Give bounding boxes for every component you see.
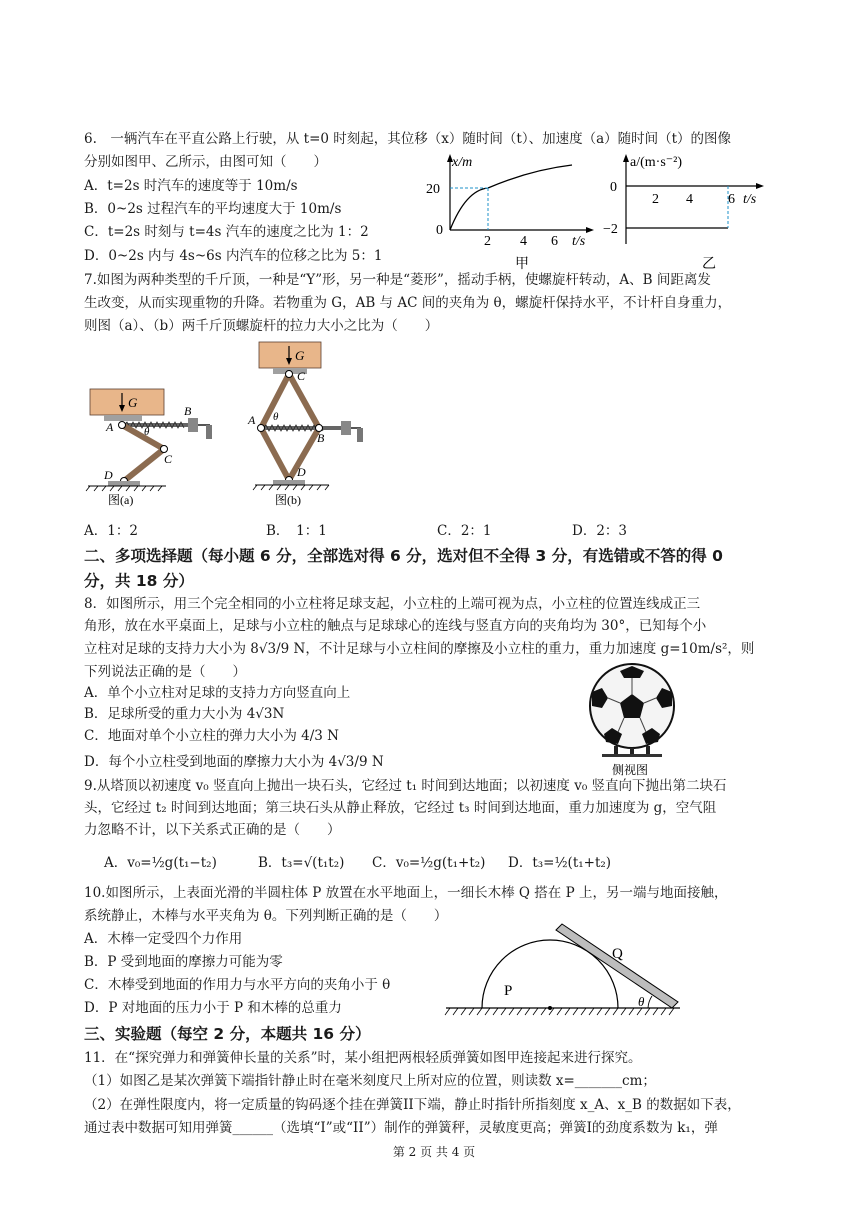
q7-stem-line1: 7.如图为两种类型的千斤顶，一种是“Y”形，另一种是“菱形”，摇动手柄，使螺旋杆转动，A、B 间距离发 xyxy=(84,272,711,288)
svg-text:θ: θ xyxy=(638,994,645,1009)
q8-option-c: C．地面对单个小立柱的弹力大小为 4/3 N xyxy=(84,728,339,744)
svg-text:侧视图: 侧视图 xyxy=(612,763,649,777)
q10-stem-line2: 系统静止，木棒与水平夹角为 θ。下列判断正确的是（ ） xyxy=(84,908,448,924)
y-tick-20: 20 xyxy=(426,182,440,197)
svg-text:图(b): 图(b) xyxy=(275,493,301,507)
x-tick: 4 xyxy=(520,234,527,249)
q6-option-c: C．t=2s 时刻与 t=4s 汽车的速度之比为 1：2 xyxy=(84,224,369,240)
q8-option-b: B．足球所受的重力大小为 4√3N xyxy=(84,706,285,722)
svg-text:图(a): 图(a) xyxy=(108,493,134,507)
q10-option-d: D．P 对地面的压力小于 P 和木棒的总重力 xyxy=(84,1000,342,1016)
graph-caption: 甲 xyxy=(515,257,529,272)
q10-option-b: B．P 受到地面的摩擦力可能为零 xyxy=(84,954,283,970)
q10-stem-line1: 10.如图所示，上表面光滑的半圆柱体 P 放置在水平地面上，一细长木棒 Q 搭在 P 上，另一端与地面接触， xyxy=(84,885,728,901)
q9-stem-line3: 力忽略不计，以下关系式正确的是（ ） xyxy=(84,822,341,838)
q11-sub2-line2: 通过表中数据可知用弹簧______（选填“I”或“II”）制作的弹簧秤，灵敏度更高；弹簧I的劲度系数为 k₁，弹 xyxy=(84,1120,718,1136)
q7-stem-line3: 则图（a）、（b）两千斤顶螺旋杆的拉力大小之比为（ ） xyxy=(84,318,439,334)
graph-caption: 乙 xyxy=(702,257,716,272)
q11-sub1: （1）如图乙是某次弹簧下端指针静止时在毫米刻度尺上所对应的位置，则读数 x=_______cm； xyxy=(84,1073,656,1089)
q8-option-d: D．每个小立柱受到地面的摩擦力大小为 4√3/9 N xyxy=(84,754,384,770)
q9-option-c: C．v₀=½g(t₁+t₂) xyxy=(372,855,486,871)
x-axis-label: x/m xyxy=(452,155,473,170)
q7-option-a: A．1：2 xyxy=(84,523,138,539)
q7-option-d: D．2：3 xyxy=(572,523,628,539)
q9-stem-line1: 9.从塔顶以初速度 v₀ 竖直向上抛出一块石头，它经过 t₁ 时间到达地面；以初速度 v₀ 竖直向下抛出第二块石 xyxy=(84,778,727,794)
svg-text:D: D xyxy=(297,465,306,479)
zero-label: 0 xyxy=(610,180,617,195)
svg-text:G: G xyxy=(295,348,305,363)
section-2-heading-line1: 二、多项选择题（每小题 6 分，全部选对得 6 分，选对但不全得 3 分，有选错或不答的得 0 xyxy=(84,547,723,565)
svg-text:A: A xyxy=(106,420,114,434)
q8-stem-line1: 8．如图所示，用三个完全相同的小立柱将足球支起，小立柱的上端可视为点，小立柱的位置连线成正三 xyxy=(84,596,701,612)
q10-option-c: C．木棒受到地面的作用力与水平方向的夹角小于 θ xyxy=(84,977,391,993)
t-axis-label: t/s xyxy=(743,192,757,207)
svg-text:G: G xyxy=(128,395,138,410)
t-axis-label: t/s xyxy=(572,234,586,249)
q6-stem-line2: 分别如图甲、乙所示，由图可知（ ） xyxy=(84,154,327,170)
a-axis-label: a/(m·s⁻²) xyxy=(630,155,683,170)
q7-stem-line2: 生改变，从而实现重物的升降。若物重为 G，AB 与 AC 间的夹角为 θ，螺旋杆保持水平，不计杆自身重力， xyxy=(84,295,732,311)
q11-sub2-line1: （2）在弹性限度内，将一定质量的钩码逐个挂在弹簧II下端，静止时指针所指刻度 x_A、x_B 的数据如下表， xyxy=(84,1097,741,1113)
t-tick: 6 xyxy=(728,192,735,207)
q11-stem-line1: 11．在“探究弹力和弹簧伸长量的关系”时，某小组把两根轻质弹簧如图甲连接起来进行探究。 xyxy=(84,1050,642,1066)
x-tick: 6 xyxy=(551,234,558,249)
q6-option-a: A．t=2s 时汽车的速度等于 10m/s xyxy=(84,178,298,194)
x-tick: 2 xyxy=(484,234,491,249)
q8-stem-line2: 角形，放在水平桌面上，足球与小立柱的触点与足球球心的连线与竖直方向的夹角均为 30°，已知每个小 xyxy=(84,618,707,634)
svg-text:C: C xyxy=(164,452,173,466)
t-tick: 4 xyxy=(686,192,693,207)
svg-text:B: B xyxy=(317,431,325,445)
page-footer: 第 2 页 共 4 页 xyxy=(392,1145,476,1159)
q6-graph-a-t xyxy=(600,148,790,274)
q9-option-b: B．t₃=√(t₁t₂) xyxy=(258,855,345,871)
neg-tick: −2 xyxy=(603,222,618,237)
t-tick: 2 xyxy=(652,192,659,207)
section-3-heading: 三、实验题（每空 2 分，本题共 16 分） xyxy=(84,1025,371,1043)
q8-option-a: A．单个小立柱对足球的支持力方向竖直向上 xyxy=(84,685,351,701)
q9-option-d: D．t₃=½(t₁+t₂) xyxy=(508,855,612,871)
q7-option-b: B． 1：1 xyxy=(266,523,327,539)
origin-label: 0 xyxy=(436,223,443,238)
q6-stem-line1: 6. 一辆汽车在平直公路上行驶，从 t=0 时刻起，其位移（x）随时间（t）、加速度（a）随时间（t）的图像 xyxy=(84,131,732,147)
q6-option-d: D．0~2s 内与 4s~6s 内汽车的位移之比为 5：1 xyxy=(84,248,383,264)
svg-text:C: C xyxy=(297,369,306,383)
q9-option-a: A．v₀=½g(t₁−t₂) xyxy=(104,855,217,871)
svg-text:B: B xyxy=(184,404,192,418)
section-2-heading-line2: 分，共 18 分） xyxy=(84,572,194,590)
svg-text:P: P xyxy=(504,983,513,999)
q8-soccer-ball-figure xyxy=(582,662,682,777)
svg-text:θ: θ xyxy=(144,426,150,438)
q6-graph-x-t xyxy=(410,148,600,274)
q7-figure-b-jack xyxy=(245,338,375,510)
q7-figure-a-jack xyxy=(82,385,232,510)
q8-stem-line3: 立柱对足球的支持力大小为 8√3/9 N，不计足球与小立柱间的摩擦及小立柱的重力，重力加速度 g=10m/s²，则 xyxy=(84,641,755,657)
q6-option-b: B．0~2s 过程汽车的平均速度大于 10m/s xyxy=(84,201,342,217)
q10-option-a: A．木棒一定受四个力作用 xyxy=(84,931,243,947)
svg-text:D: D xyxy=(104,468,113,482)
q9-stem-line2: 头，它经过 t₂ 时间到达地面；第三块石头从静止释放，它经过 t₃ 时间到达地面，重力加速度为 g，空气阻 xyxy=(84,800,717,816)
svg-text:Q: Q xyxy=(612,946,623,962)
svg-text:A: A xyxy=(248,413,256,427)
q10-half-cylinder-figure xyxy=(440,922,690,1018)
svg-text:θ: θ xyxy=(273,411,279,423)
q7-option-c: C．2：1 xyxy=(437,523,492,539)
q8-stem-line4: 下列说法正确的是（ ） xyxy=(84,664,246,680)
